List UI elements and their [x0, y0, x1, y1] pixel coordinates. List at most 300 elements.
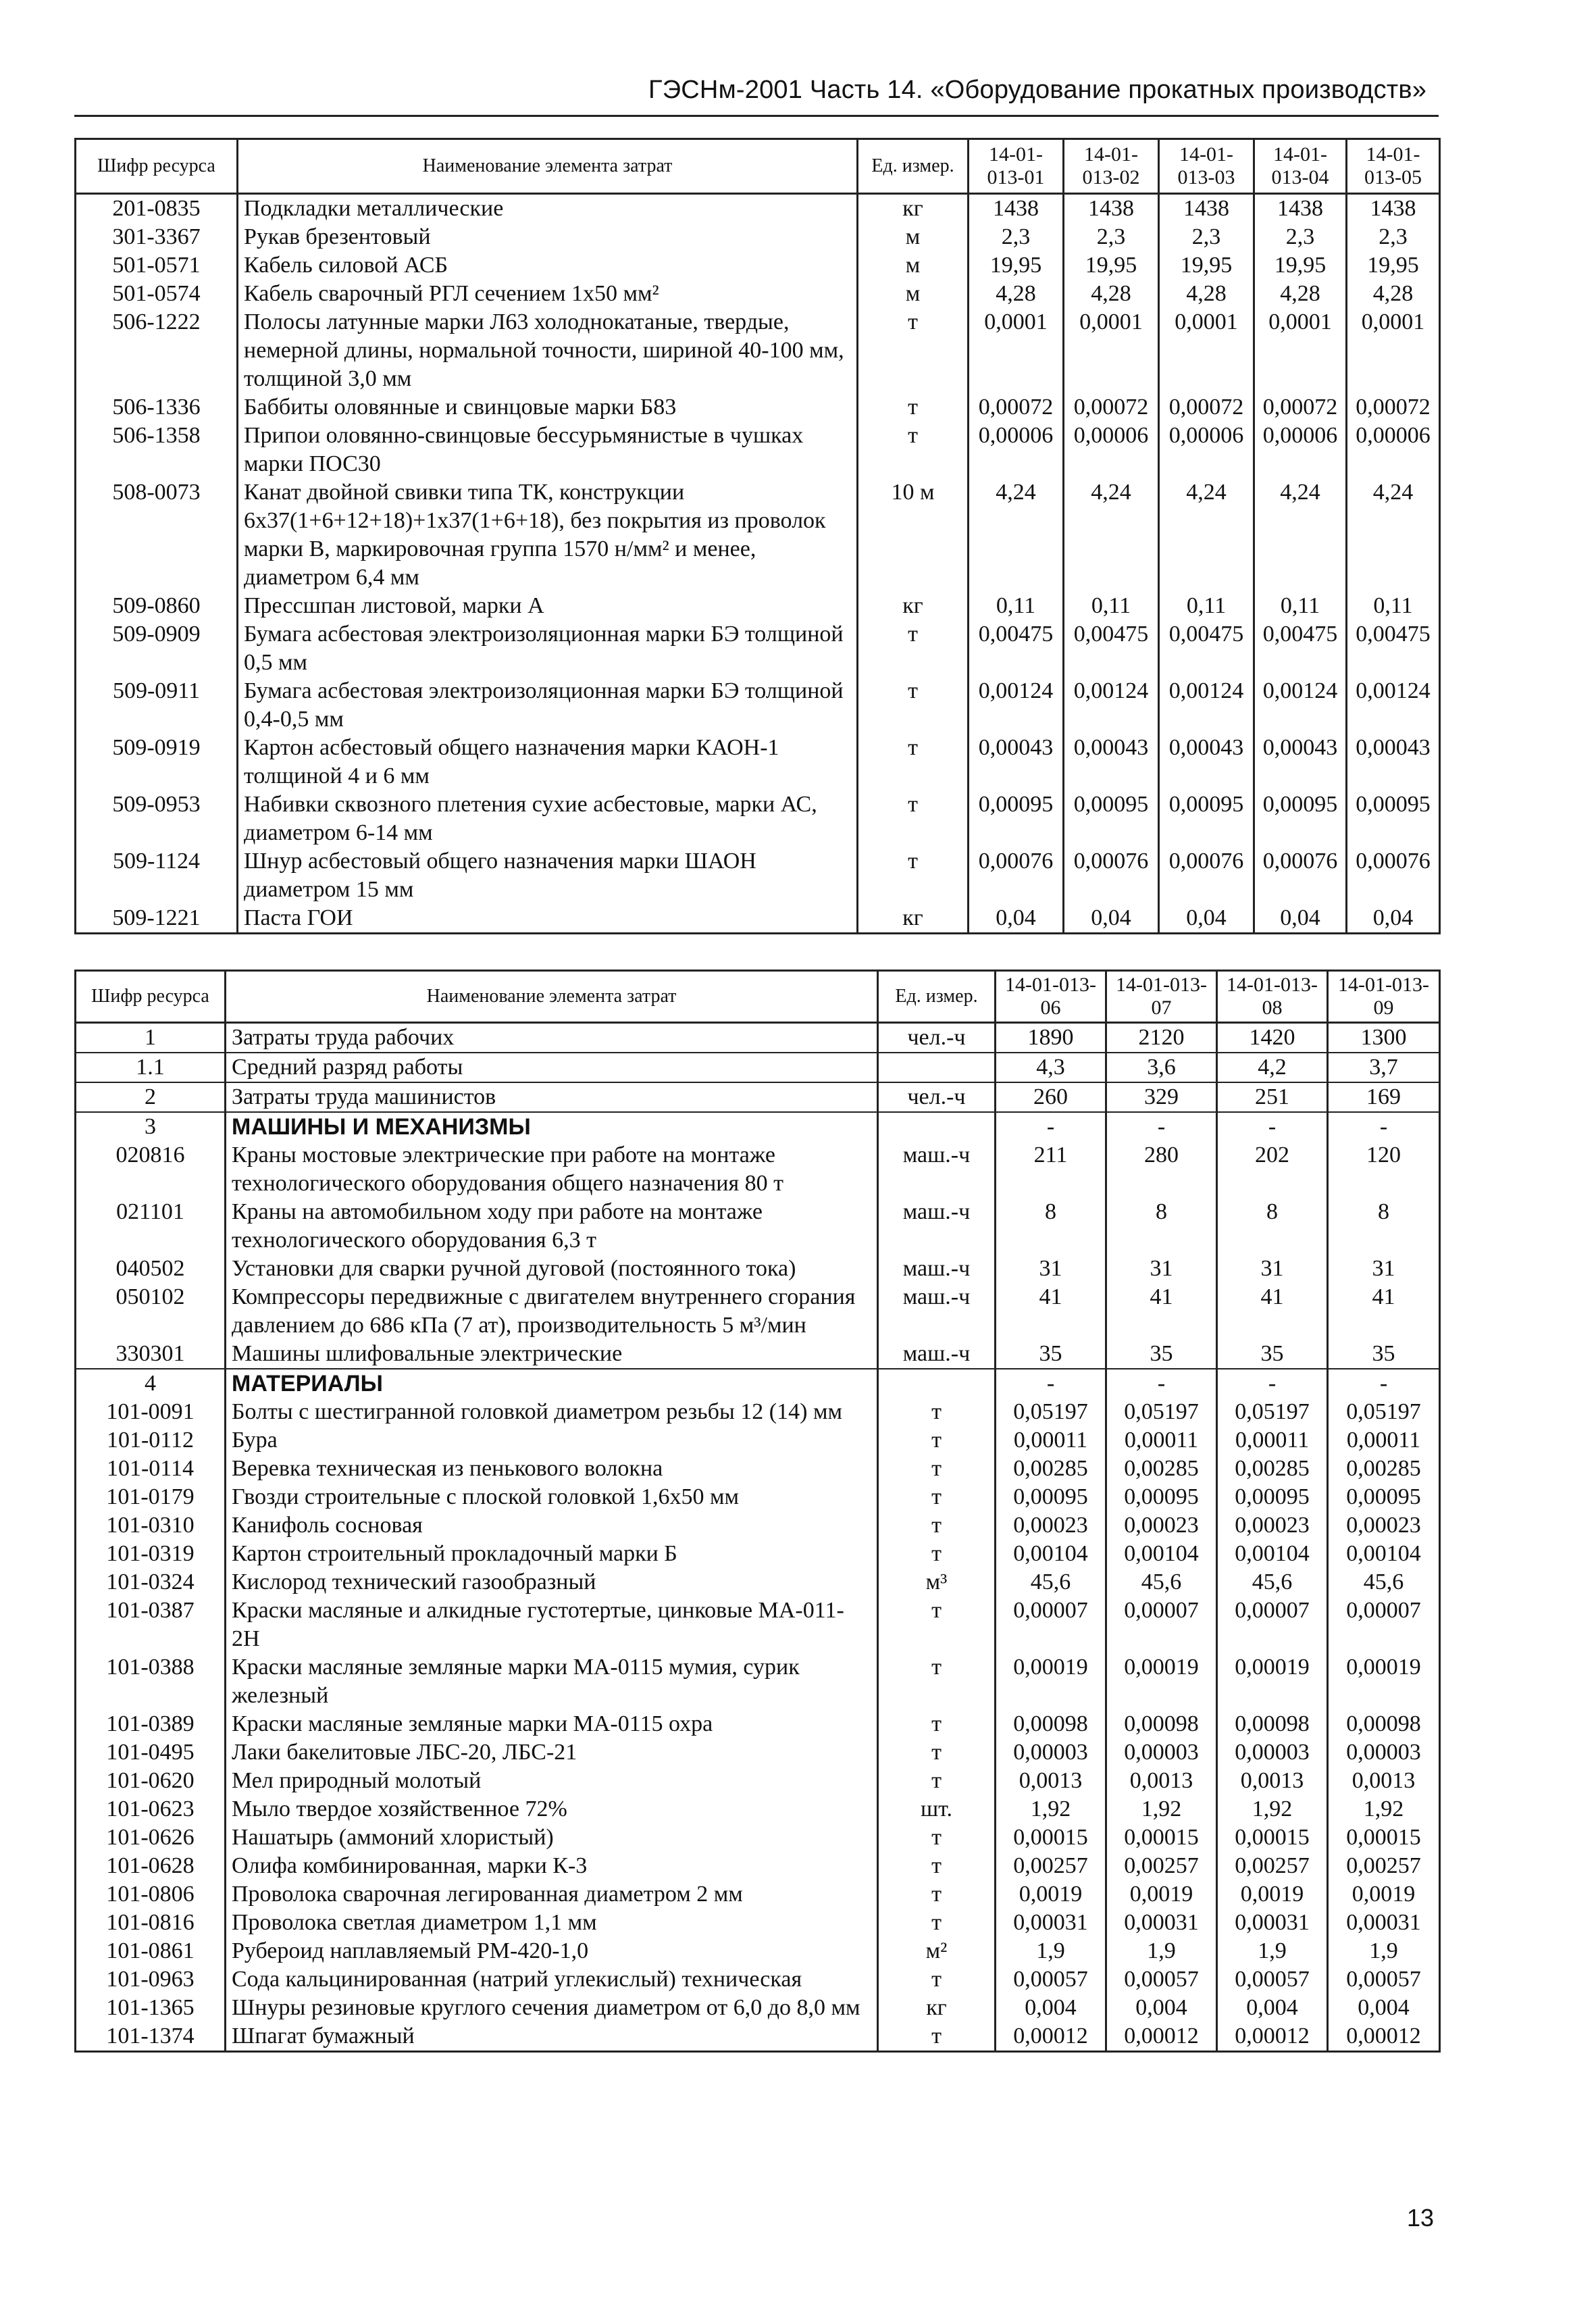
- resource-value: 0,00023: [996, 1511, 1106, 1540]
- table-row: [76, 904, 1440, 934]
- table-row: [76, 1653, 1440, 1710]
- table-row: [76, 790, 1440, 847]
- resource-value: 0,11: [1159, 592, 1254, 620]
- resource-value: 0,00257: [1106, 1852, 1217, 1880]
- resource-value: 0,00043: [1254, 734, 1347, 790]
- resource-unit: т: [878, 1852, 996, 1880]
- resource-value: 0,004: [1328, 1994, 1440, 2022]
- resource-value: -: [996, 1369, 1106, 1398]
- resource-unit: т: [878, 1653, 996, 1710]
- resource-value: 0,00076: [1254, 847, 1347, 904]
- header-col: 14-01-013-06: [996, 971, 1106, 1023]
- resource-value: 1438: [1254, 194, 1347, 224]
- resource-value: 0,00095: [1106, 1483, 1217, 1511]
- resource-unit: т: [858, 393, 969, 422]
- resource-name: МАШИНЫ И МЕХАНИЗМЫ: [226, 1112, 878, 1141]
- resource-unit: т: [858, 847, 969, 904]
- resource-value: 0,00023: [1328, 1511, 1440, 1540]
- resource-value: 0,04: [1347, 904, 1440, 934]
- resource-code: 506-1358: [76, 422, 238, 478]
- resource-value: 0,00124: [1159, 677, 1254, 734]
- resource-value: 1,92: [1106, 1795, 1217, 1823]
- resource-code: 101-0816: [76, 1909, 226, 1937]
- resource-value: 0,05197: [996, 1398, 1106, 1426]
- resource-value: 0,00098: [1217, 1710, 1328, 1738]
- resource-value: 31: [1106, 1255, 1217, 1283]
- resource-value: 260: [996, 1082, 1106, 1112]
- resource-code: 2: [76, 1082, 226, 1112]
- resource-value: 31: [1328, 1255, 1440, 1283]
- resource-code: 101-0806: [76, 1880, 226, 1909]
- resource-value: 0,00006: [969, 422, 1064, 478]
- resource-value: 35: [1106, 1340, 1217, 1369]
- resource-value: 4,3: [996, 1053, 1106, 1082]
- resource-value: 2,3: [1254, 223, 1347, 251]
- table-row: [76, 620, 1440, 677]
- resource-value: 0,00012: [1217, 2022, 1328, 2052]
- resource-code: 101-1365: [76, 1994, 226, 2022]
- table-row: [76, 1053, 1440, 1082]
- table-body: [76, 1023, 1440, 2052]
- resource-code: 101-0112: [76, 1426, 226, 1455]
- resource-value: 4,28: [969, 280, 1064, 308]
- resource-value: 45,6: [1217, 1568, 1328, 1596]
- resource-value: 0,00006: [1064, 422, 1159, 478]
- resource-value: 0,00057: [1217, 1965, 1328, 1994]
- resource-name: Затраты труда рабочих: [226, 1023, 878, 1053]
- resource-name: Установки для сварки ручной дуговой (постоянного тока): [226, 1255, 878, 1283]
- resource-unit: т: [878, 1596, 996, 1653]
- resource-value: 0,05197: [1217, 1398, 1328, 1426]
- resource-value: 0,00023: [1217, 1511, 1328, 1540]
- resource-value: 0,11: [1254, 592, 1347, 620]
- resource-code: 101-0388: [76, 1653, 226, 1710]
- resource-value: 0,00007: [1217, 1596, 1328, 1653]
- resource-value: 1,9: [1106, 1937, 1217, 1965]
- resource-code: 020816: [76, 1141, 226, 1198]
- resource-name: Проволока светлая диаметром 1,1 мм: [226, 1909, 878, 1937]
- resource-name: Краны на автомобильном ходу при работе на монтаже технологического оборудования 6,3 т: [226, 1198, 878, 1255]
- resource-name: Лаки бакелитовые ЛБС-20, ЛБС-21: [226, 1738, 878, 1767]
- resource-value: 0,04: [969, 904, 1064, 934]
- resource-value: 0,00019: [1328, 1653, 1440, 1710]
- header-col: 14-01-013-02: [1064, 139, 1159, 194]
- table-row: [76, 393, 1440, 422]
- resource-value: 0,00023: [1106, 1511, 1217, 1540]
- resource-name: Кислород технический газообразный: [226, 1568, 878, 1596]
- resource-value: 0,00076: [1347, 847, 1440, 904]
- resource-code: 3: [76, 1112, 226, 1141]
- resource-value: 0,00257: [996, 1852, 1106, 1880]
- resource-value: 0,0019: [1106, 1880, 1217, 1909]
- resource-name: Канат двойной свивки типа ТК, конструкции 6х37(1+6+12+18)+1х37(1+6+18), без покрытия из проволок марки В, маркировочная группа 1570 н/мм² и менее, диаметром 6,4 мм: [238, 478, 858, 592]
- resource-name: Подкладки металлические: [238, 194, 858, 224]
- resource-value: 0,00012: [1106, 2022, 1217, 2052]
- page-header: ГЭСНм-2001 Часть 14. «Оборудование прокатных производств»: [648, 76, 1427, 104]
- resource-value: 0,00003: [1106, 1738, 1217, 1767]
- resource-value: 1438: [1347, 194, 1440, 224]
- resource-code: 330301: [76, 1340, 226, 1369]
- resource-value: 0,00098: [1328, 1710, 1440, 1738]
- resource-value: 4,2: [1217, 1053, 1328, 1082]
- resource-value: 0,04: [1159, 904, 1254, 934]
- table-row: [76, 1455, 1440, 1483]
- resource-value: 0,00124: [1254, 677, 1347, 734]
- resource-value: 0,0019: [1328, 1880, 1440, 1909]
- header-code: Шифр ресурса: [76, 971, 226, 1023]
- resource-code: 101-0623: [76, 1795, 226, 1823]
- resource-value: 0,00124: [1064, 677, 1159, 734]
- header-col: 14-01-013-04: [1254, 139, 1347, 194]
- resource-value: 4,28: [1347, 280, 1440, 308]
- resource-value: 19,95: [969, 251, 1064, 280]
- resource-value: 41: [1217, 1283, 1328, 1340]
- resource-value: 0,00072: [1254, 393, 1347, 422]
- resource-value: 45,6: [1328, 1568, 1440, 1596]
- resource-value: 0,00006: [1254, 422, 1347, 478]
- resource-unit: т: [858, 308, 969, 393]
- resource-value: 0,00012: [1328, 2022, 1440, 2052]
- table-header-row: [76, 971, 1440, 1023]
- resource-name: Паста ГОИ: [238, 904, 858, 934]
- resource-value: 4,24: [1347, 478, 1440, 592]
- table-row: [76, 1141, 1440, 1198]
- resource-unit: т: [878, 1738, 996, 1767]
- table-row: [76, 1511, 1440, 1540]
- resource-value: 0,00475: [1064, 620, 1159, 677]
- resource-unit: т: [858, 677, 969, 734]
- table-row: [76, 1767, 1440, 1795]
- resource-unit: маш.-ч: [878, 1141, 996, 1198]
- resource-name: Набивки сквозного плетения сухие асбестовые, марки АС, диаметром 6-14 мм: [238, 790, 858, 847]
- resource-value: 0,00076: [1064, 847, 1159, 904]
- resource-value: 8: [996, 1198, 1106, 1255]
- resource-value: 0,0013: [996, 1767, 1106, 1795]
- table-row: [76, 1937, 1440, 1965]
- resource-value: 0,00011: [996, 1426, 1106, 1455]
- resource-unit: т: [878, 1767, 996, 1795]
- resource-value: 1300: [1328, 1023, 1440, 1053]
- resource-value: 0,00285: [1328, 1455, 1440, 1483]
- table-row: [76, 592, 1440, 620]
- resource-unit: т: [878, 1455, 996, 1483]
- resource-name: Краны мостовые электрические при работе на монтаже технологического оборудования общего назначения 80 т: [226, 1141, 878, 1198]
- resource-unit: кг: [858, 592, 969, 620]
- resource-name: Канифоль сосновая: [226, 1511, 878, 1540]
- resource-value: 0,00007: [1328, 1596, 1440, 1653]
- resource-unit: маш.-ч: [878, 1198, 996, 1255]
- resource-value: 0,00104: [1106, 1540, 1217, 1568]
- resource-value: 4,28: [1064, 280, 1159, 308]
- resource-code: 509-1124: [76, 847, 238, 904]
- resource-value: 0,00019: [996, 1653, 1106, 1710]
- resource-name: Краски масляные и алкидные густотертые, цинковые МА-011-2Н: [226, 1596, 878, 1653]
- resource-value: 0,00031: [1328, 1909, 1440, 1937]
- resource-value: 0,00095: [1254, 790, 1347, 847]
- resource-value: 1,9: [996, 1937, 1106, 1965]
- resource-value: 0,00043: [1064, 734, 1159, 790]
- resource-value: 0,00015: [1217, 1823, 1328, 1852]
- table-row: [76, 422, 1440, 478]
- resource-value: 0,0001: [1159, 308, 1254, 393]
- table-body: [76, 194, 1440, 934]
- resource-unit: [878, 1053, 996, 1082]
- resource-value: 1890: [996, 1023, 1106, 1053]
- table-row: [76, 308, 1440, 393]
- header-name: Наименование элемента затрат: [238, 139, 858, 194]
- resource-value: 0,0019: [1217, 1880, 1328, 1909]
- table-row: [76, 194, 1440, 224]
- resource-value: 0,00057: [996, 1965, 1106, 1994]
- resource-value: 4,24: [1254, 478, 1347, 592]
- table-row: [76, 1255, 1440, 1283]
- resource-unit: м: [858, 251, 969, 280]
- resource-unit: кг: [858, 904, 969, 934]
- resource-value: 0,00095: [996, 1483, 1106, 1511]
- resource-name: Веревка техническая из пенькового волокна: [226, 1455, 878, 1483]
- resource-value: 0,00057: [1106, 1965, 1217, 1994]
- resource-unit: м³: [878, 1568, 996, 1596]
- resource-unit: т: [878, 1540, 996, 1568]
- resource-value: 0,00104: [1217, 1540, 1328, 1568]
- resource-value: 0,00098: [996, 1710, 1106, 1738]
- resource-value: 0,00006: [1159, 422, 1254, 478]
- table-row: [76, 1710, 1440, 1738]
- resource-name: Картон строительный прокладочный марки Б: [226, 1540, 878, 1568]
- resource-value: 1420: [1217, 1023, 1328, 1053]
- resource-name: Краски масляные земляные марки МА-0115 охра: [226, 1710, 878, 1738]
- resource-value: 0,00095: [1064, 790, 1159, 847]
- resource-value: 0,0013: [1217, 1767, 1328, 1795]
- header-col: 14-01-013-05: [1347, 139, 1440, 194]
- resource-value: 0,00285: [1106, 1455, 1217, 1483]
- resource-value: 0,00257: [1328, 1852, 1440, 1880]
- resources-table-2: [74, 970, 1441, 2053]
- page-number: 13: [1407, 2204, 1435, 2232]
- resource-value: 280: [1106, 1141, 1217, 1198]
- resource-value: 45,6: [996, 1568, 1106, 1596]
- resource-value: 0,00076: [1159, 847, 1254, 904]
- resource-value: 211: [996, 1141, 1106, 1198]
- resource-code: 101-0310: [76, 1511, 226, 1540]
- resource-code: 101-0114: [76, 1455, 226, 1483]
- resource-name: Баббиты оловянные и свинцовые марки Б83: [238, 393, 858, 422]
- resource-value: 0,04: [1254, 904, 1347, 934]
- resource-value: 0,00072: [1159, 393, 1254, 422]
- resource-name: Компрессоры передвижные с двигателем внутреннего сгорания давлением до 686 кПа (7 ат), производительность 5 м³/мин: [226, 1283, 878, 1340]
- resource-name: Бумага асбестовая электроизоляционная марки БЭ толщиной 0,5 мм: [238, 620, 858, 677]
- resource-code: 509-0953: [76, 790, 238, 847]
- resource-value: 2,3: [1064, 223, 1159, 251]
- resource-unit: м: [858, 280, 969, 308]
- resource-value: 3,7: [1328, 1053, 1440, 1082]
- resource-value: 41: [996, 1283, 1106, 1340]
- resource-value: 1,9: [1328, 1937, 1440, 1965]
- resource-unit: т: [878, 1823, 996, 1852]
- resource-name: Шнур асбестовый общего назначения марки ШАОН диаметром 15 мм: [238, 847, 858, 904]
- resource-value: 45,6: [1106, 1568, 1217, 1596]
- resource-name: Припои оловянно-свинцовые бессурьмянистые в чушках марки ПОС30: [238, 422, 858, 478]
- resource-value: 19,95: [1347, 251, 1440, 280]
- resource-value: 0,00015: [1328, 1823, 1440, 1852]
- resource-value: 0,0013: [1106, 1767, 1217, 1795]
- resource-unit: чел.-ч: [878, 1023, 996, 1053]
- resource-unit: т: [858, 790, 969, 847]
- resource-name: Полосы латунные марки Л63 холоднокатаные, твердые, немерной длины, нормальной точности, шириной 40-100 мм, толщиной 3,0 мм: [238, 308, 858, 393]
- table-row: [76, 1965, 1440, 1994]
- resource-value: 35: [1328, 1340, 1440, 1369]
- resource-value: 0,00003: [996, 1738, 1106, 1767]
- table-row: [76, 1483, 1440, 1511]
- resource-name: Машины шлифовальные электрические: [226, 1340, 878, 1369]
- resource-code: 101-0626: [76, 1823, 226, 1852]
- table-row: [76, 1426, 1440, 1455]
- table-row: [76, 1082, 1440, 1112]
- resource-value: 0,05197: [1328, 1398, 1440, 1426]
- resource-value: 0,00043: [1347, 734, 1440, 790]
- resource-value: 0,00015: [996, 1823, 1106, 1852]
- resource-unit: т: [878, 1710, 996, 1738]
- resource-value: 0,00124: [969, 677, 1064, 734]
- header-col: 14-01-013-08: [1217, 971, 1328, 1023]
- resource-code: 509-0909: [76, 620, 238, 677]
- resource-value: 0,00043: [1159, 734, 1254, 790]
- resource-unit: т: [858, 620, 969, 677]
- resource-name: Картон асбестовый общего назначения марки КАОН-1 толщиной 4 и 6 мм: [238, 734, 858, 790]
- resource-name: Прессшпан листовой, марки А: [238, 592, 858, 620]
- resource-name: Кабель сварочный РГЛ сечением 1х50 мм²: [238, 280, 858, 308]
- resource-value: 0,00095: [969, 790, 1064, 847]
- resource-code: 506-1336: [76, 393, 238, 422]
- resource-value: 1,9: [1217, 1937, 1328, 1965]
- resource-code: 509-0911: [76, 677, 238, 734]
- resource-unit: т: [878, 1909, 996, 1937]
- resource-value: 1438: [969, 194, 1064, 224]
- resource-name: Шнуры резиновые круглого сечения диаметром от 6,0 до 8,0 мм: [226, 1994, 878, 2022]
- table-row: [76, 1994, 1440, 2022]
- resource-code: 101-0861: [76, 1937, 226, 1965]
- resource-value: 0,004: [996, 1994, 1106, 2022]
- table-row: [76, 734, 1440, 790]
- resource-value: 0,00031: [996, 1909, 1106, 1937]
- resource-code: 509-0860: [76, 592, 238, 620]
- resource-name: Мел природный молотый: [226, 1767, 878, 1795]
- resource-value: 0,00124: [1347, 677, 1440, 734]
- table-row: [76, 251, 1440, 280]
- resource-code: 509-1221: [76, 904, 238, 934]
- resource-value: 0,00006: [1347, 422, 1440, 478]
- resource-value: 0,00076: [969, 847, 1064, 904]
- header-col: 14-01-013-03: [1159, 139, 1254, 194]
- resource-code: 1: [76, 1023, 226, 1053]
- resource-value: 31: [1217, 1255, 1328, 1283]
- resource-name: Шпагат бумажный: [226, 2022, 878, 2052]
- resource-value: 41: [1328, 1283, 1440, 1340]
- resource-unit: м: [858, 223, 969, 251]
- resource-value: 0,00285: [996, 1455, 1106, 1483]
- resource-value: 4,24: [1159, 478, 1254, 592]
- header-code: Шифр ресурса: [76, 139, 238, 194]
- table-row: [76, 1738, 1440, 1767]
- resource-unit: кг: [878, 1994, 996, 2022]
- resource-value: 0,00031: [1217, 1909, 1328, 1937]
- resource-code: 101-0387: [76, 1596, 226, 1653]
- resource-value: 0,0001: [1064, 308, 1159, 393]
- resource-value: 0,11: [1347, 592, 1440, 620]
- resource-value: 3,6: [1106, 1053, 1217, 1082]
- resource-code: 508-0073: [76, 478, 238, 592]
- resource-value: 0,00072: [1347, 393, 1440, 422]
- resource-unit: [878, 1369, 996, 1398]
- header-col: 14-01-013-07: [1106, 971, 1217, 1023]
- resource-value: 0,00475: [1347, 620, 1440, 677]
- resource-value: 2,3: [969, 223, 1064, 251]
- resource-value: 0,00003: [1217, 1738, 1328, 1767]
- resource-unit: т: [858, 422, 969, 478]
- resource-name: Средний разряд работы: [226, 1053, 878, 1082]
- resource-code: 101-0179: [76, 1483, 226, 1511]
- resource-unit: т: [858, 734, 969, 790]
- resource-value: 0,0019: [996, 1880, 1106, 1909]
- resource-unit: т: [878, 1511, 996, 1540]
- resource-unit: т: [878, 1483, 996, 1511]
- resource-value: 0,00019: [1106, 1653, 1217, 1710]
- resource-value: 0,0001: [969, 308, 1064, 393]
- resource-code: 501-0574: [76, 280, 238, 308]
- resource-value: 4,24: [1064, 478, 1159, 592]
- resource-value: 0,00475: [1254, 620, 1347, 677]
- resource-unit: т: [878, 1880, 996, 1909]
- resource-name: Мыло твердое хозяйственное 72%: [226, 1795, 878, 1823]
- table-row: [76, 1198, 1440, 1255]
- resource-value: 0,0001: [1254, 308, 1347, 393]
- resource-name: Болты с шестигранной головкой диаметром резьбы 12 (14) мм: [226, 1398, 878, 1426]
- resource-value: -: [1217, 1112, 1328, 1141]
- table-row: [76, 1398, 1440, 1426]
- resource-value: 0,00104: [1328, 1540, 1440, 1568]
- resource-value: 1,92: [996, 1795, 1106, 1823]
- header-col: 14-01-013-01: [969, 139, 1064, 194]
- table-row: [76, 1596, 1440, 1653]
- resource-value: 8: [1328, 1198, 1440, 1255]
- resource-value: 0,00003: [1328, 1738, 1440, 1767]
- resource-value: 19,95: [1254, 251, 1347, 280]
- resource-value: 4,28: [1159, 280, 1254, 308]
- resource-value: -: [1106, 1112, 1217, 1141]
- resource-unit: т: [878, 1398, 996, 1426]
- resource-value: 0,00285: [1217, 1455, 1328, 1483]
- resources-table-1: [74, 138, 1441, 934]
- resource-value: 0,00095: [1159, 790, 1254, 847]
- resource-value: 1,92: [1328, 1795, 1440, 1823]
- resource-name: Бумага асбестовая электроизоляционная марки БЭ толщиной 0,4-0,5 мм: [238, 677, 858, 734]
- resource-value: 0,00095: [1347, 790, 1440, 847]
- resource-value: 1438: [1159, 194, 1254, 224]
- resource-value: 0,004: [1217, 1994, 1328, 2022]
- resource-unit: т: [878, 1965, 996, 1994]
- resource-code: 101-0324: [76, 1568, 226, 1596]
- resource-value: 4,28: [1254, 280, 1347, 308]
- resource-value: 1438: [1064, 194, 1159, 224]
- resource-code: 101-1374: [76, 2022, 226, 2052]
- resource-name: Краски масляные земляные марки МА-0115 мумия, сурик железный: [226, 1653, 878, 1710]
- resource-code: 201-0835: [76, 194, 238, 224]
- table-row: [76, 1795, 1440, 1823]
- table-row: [76, 1823, 1440, 1852]
- resource-code: 501-0571: [76, 251, 238, 280]
- resource-value: -: [1328, 1112, 1440, 1141]
- resource-value: 8: [1106, 1198, 1217, 1255]
